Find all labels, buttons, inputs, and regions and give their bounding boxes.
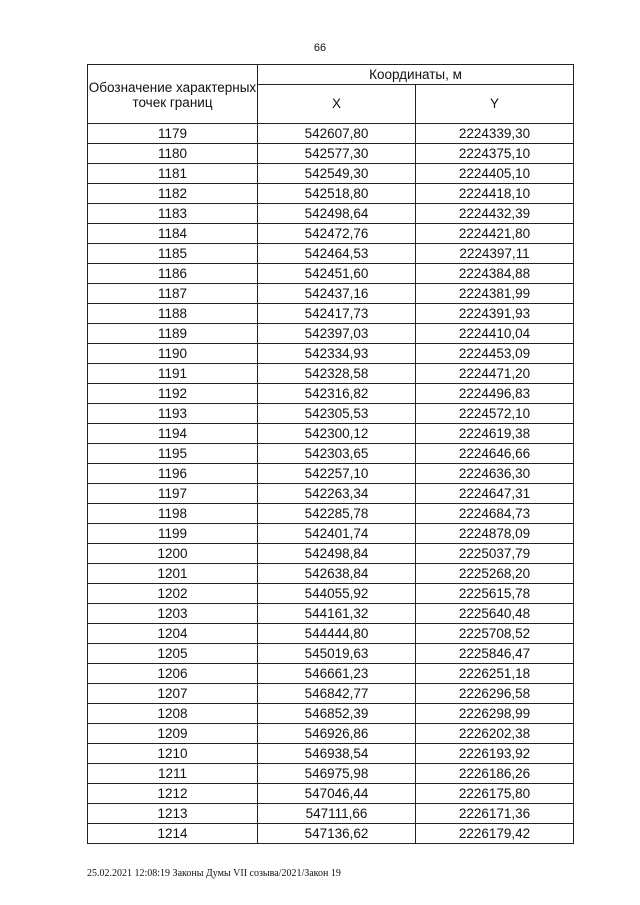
table-row <box>88 184 574 204</box>
table-row <box>88 484 574 504</box>
point-number-cell: 1195 <box>88 444 258 464</box>
x-coordinate-cell: 542577,30 <box>258 144 416 164</box>
table-row <box>88 144 574 164</box>
point-number-cell: 1201 <box>88 564 258 584</box>
y-coordinate-cell: 2224375,10 <box>416 144 574 164</box>
point-number-cell: 1191 <box>88 364 258 384</box>
x-coordinate-cell: 542498,64 <box>258 204 416 224</box>
point-number-cell: 1183 <box>88 204 258 224</box>
y-coordinate-cell: 2225615,78 <box>416 584 574 604</box>
point-number-cell: 1204 <box>88 624 258 644</box>
x-coordinate-cell: 542263,34 <box>258 484 416 504</box>
point-number-cell: 1208 <box>88 704 258 724</box>
x-coordinate-cell: 546852,39 <box>258 704 416 724</box>
page-number: 66 <box>313 42 327 54</box>
x-coordinate-cell: 542305,53 <box>258 404 416 424</box>
point-number-cell: 1184 <box>88 224 258 244</box>
point-number-cell: 1188 <box>88 304 258 324</box>
header-x: X <box>258 85 416 124</box>
table-row <box>88 464 574 484</box>
x-coordinate-cell: 542549,30 <box>258 164 416 184</box>
table-row <box>88 664 574 684</box>
table-row <box>88 284 574 304</box>
table-row <box>88 684 574 704</box>
table-header <box>88 65 574 124</box>
table-row <box>88 304 574 324</box>
table-row <box>88 364 574 384</box>
point-number-cell: 1182 <box>88 184 258 204</box>
x-coordinate-cell: 544055,92 <box>258 584 416 604</box>
y-coordinate-cell: 2224418,10 <box>416 184 574 204</box>
point-number-cell: 1206 <box>88 664 258 684</box>
point-number-cell: 1189 <box>88 324 258 344</box>
table-row <box>88 544 574 564</box>
table-row <box>88 224 574 244</box>
table-row <box>88 824 574 844</box>
point-number-cell: 1209 <box>88 724 258 744</box>
table-row <box>88 644 574 664</box>
point-number-cell: 1193 <box>88 404 258 424</box>
y-coordinate-cell: 2224432,39 <box>416 204 574 224</box>
y-coordinate-cell: 2224421,80 <box>416 224 574 244</box>
table-row <box>88 584 574 604</box>
point-number-cell: 1210 <box>88 744 258 764</box>
x-coordinate-cell: 542257,10 <box>258 464 416 484</box>
y-coordinate-cell: 2226193,92 <box>416 744 574 764</box>
x-coordinate-cell: 542328,58 <box>258 364 416 384</box>
point-number-cell: 1181 <box>88 164 258 184</box>
y-coordinate-cell: 2226251,18 <box>416 664 574 684</box>
y-coordinate-cell: 2224381,99 <box>416 284 574 304</box>
y-coordinate-cell: 2225268,20 <box>416 564 574 584</box>
x-coordinate-cell: 546926,86 <box>258 724 416 744</box>
table-row <box>88 264 574 284</box>
table-row <box>88 704 574 724</box>
x-coordinate-cell: 547111,66 <box>258 804 416 824</box>
y-coordinate-cell: 2226296,58 <box>416 684 574 704</box>
x-coordinate-cell: 544161,32 <box>258 604 416 624</box>
y-coordinate-cell: 2225846,47 <box>416 644 574 664</box>
header-y: Y <box>416 85 574 124</box>
table-row <box>88 724 574 744</box>
y-coordinate-cell: 2224471,20 <box>416 364 574 384</box>
point-number-cell: 1179 <box>88 124 258 144</box>
point-number-cell: 1199 <box>88 524 258 544</box>
x-coordinate-cell: 542498,84 <box>258 544 416 564</box>
x-coordinate-cell: 542451,60 <box>258 264 416 284</box>
x-coordinate-cell: 542300,12 <box>258 424 416 444</box>
table-body <box>88 124 574 844</box>
table-row <box>88 164 574 184</box>
point-number-cell: 1194 <box>88 424 258 444</box>
table-row <box>88 744 574 764</box>
point-number-cell: 1198 <box>88 504 258 524</box>
x-coordinate-cell: 544444,80 <box>258 624 416 644</box>
table-row <box>88 424 574 444</box>
table-row <box>88 324 574 344</box>
point-number-cell: 1197 <box>88 484 258 504</box>
table-row <box>88 384 574 404</box>
table-row <box>88 764 574 784</box>
x-coordinate-cell: 542334,93 <box>258 344 416 364</box>
footer-stamp: 25.02.2021 12:08:19 Законы Думы VII созыва/2021/Закон 19 <box>87 868 341 879</box>
x-coordinate-cell: 542397,03 <box>258 324 416 344</box>
table-row <box>88 804 574 824</box>
y-coordinate-cell: 2224405,10 <box>416 164 574 184</box>
y-coordinate-cell: 2224647,31 <box>416 484 574 504</box>
x-coordinate-cell: 546661,23 <box>258 664 416 684</box>
y-coordinate-cell: 2224684,73 <box>416 504 574 524</box>
table-row <box>88 784 574 804</box>
header-coordinates: Координаты, м <box>258 65 574 85</box>
table-row <box>88 204 574 224</box>
table-row <box>88 564 574 584</box>
x-coordinate-cell: 542472,76 <box>258 224 416 244</box>
point-number-cell: 1196 <box>88 464 258 484</box>
table-row <box>88 624 574 644</box>
header-point-designation: Обозначение характерных точек границ <box>88 65 258 124</box>
table-row <box>88 444 574 464</box>
x-coordinate-cell: 542401,74 <box>258 524 416 544</box>
y-coordinate-cell: 2226298,99 <box>416 704 574 724</box>
point-number-cell: 1211 <box>88 764 258 784</box>
y-coordinate-cell: 2224572,10 <box>416 404 574 424</box>
point-number-cell: 1180 <box>88 144 258 164</box>
table-row <box>88 344 574 364</box>
x-coordinate-cell: 545019,63 <box>258 644 416 664</box>
y-coordinate-cell: 2224410,04 <box>416 324 574 344</box>
y-coordinate-cell: 2226171,36 <box>416 804 574 824</box>
y-coordinate-cell: 2225708,52 <box>416 624 574 644</box>
table-row <box>88 244 574 264</box>
x-coordinate-cell: 542437,16 <box>258 284 416 304</box>
x-coordinate-cell: 546975,98 <box>258 764 416 784</box>
x-coordinate-cell: 542464,53 <box>258 244 416 264</box>
y-coordinate-cell: 2225640,48 <box>416 604 574 624</box>
x-coordinate-cell: 542285,78 <box>258 504 416 524</box>
y-coordinate-cell: 2224878,09 <box>416 524 574 544</box>
x-coordinate-cell: 542417,73 <box>258 304 416 324</box>
point-number-cell: 1205 <box>88 644 258 664</box>
y-coordinate-cell: 2226202,38 <box>416 724 574 744</box>
y-coordinate-cell: 2224453,09 <box>416 344 574 364</box>
point-number-cell: 1207 <box>88 684 258 704</box>
point-number-cell: 1212 <box>88 784 258 804</box>
y-coordinate-cell: 2224619,38 <box>416 424 574 444</box>
point-number-cell: 1192 <box>88 384 258 404</box>
y-coordinate-cell: 2224339,30 <box>416 124 574 144</box>
y-coordinate-cell: 2226175,80 <box>416 784 574 804</box>
coordinates-table <box>87 64 574 844</box>
y-coordinate-cell: 2224646,66 <box>416 444 574 464</box>
y-coordinate-cell: 2224397,11 <box>416 244 574 264</box>
x-coordinate-cell: 542518,80 <box>258 184 416 204</box>
x-coordinate-cell: 546842,77 <box>258 684 416 704</box>
table-row <box>88 524 574 544</box>
y-coordinate-cell: 2226179,42 <box>416 824 574 844</box>
y-coordinate-cell: 2224391,93 <box>416 304 574 324</box>
point-number-cell: 1200 <box>88 544 258 564</box>
y-coordinate-cell: 2225037,79 <box>416 544 574 564</box>
point-number-cell: 1213 <box>88 804 258 824</box>
y-coordinate-cell: 2224636,30 <box>416 464 574 484</box>
table-row <box>88 404 574 424</box>
x-coordinate-cell: 542638,84 <box>258 564 416 584</box>
table-row <box>88 604 574 624</box>
y-coordinate-cell: 2224384,88 <box>416 264 574 284</box>
point-number-cell: 1187 <box>88 284 258 304</box>
point-number-cell: 1214 <box>88 824 258 844</box>
table-row <box>88 504 574 524</box>
table-row <box>88 124 574 144</box>
y-coordinate-cell: 2224496,83 <box>416 384 574 404</box>
x-coordinate-cell: 542607,80 <box>258 124 416 144</box>
x-coordinate-cell: 547136,62 <box>258 824 416 844</box>
point-number-cell: 1202 <box>88 584 258 604</box>
point-number-cell: 1186 <box>88 264 258 284</box>
point-number-cell: 1190 <box>88 344 258 364</box>
x-coordinate-cell: 546938,54 <box>258 744 416 764</box>
x-coordinate-cell: 542303,65 <box>258 444 416 464</box>
point-number-cell: 1203 <box>88 604 258 624</box>
x-coordinate-cell: 542316,82 <box>258 384 416 404</box>
y-coordinate-cell: 2226186,26 <box>416 764 574 784</box>
point-number-cell: 1185 <box>88 244 258 264</box>
x-coordinate-cell: 547046,44 <box>258 784 416 804</box>
